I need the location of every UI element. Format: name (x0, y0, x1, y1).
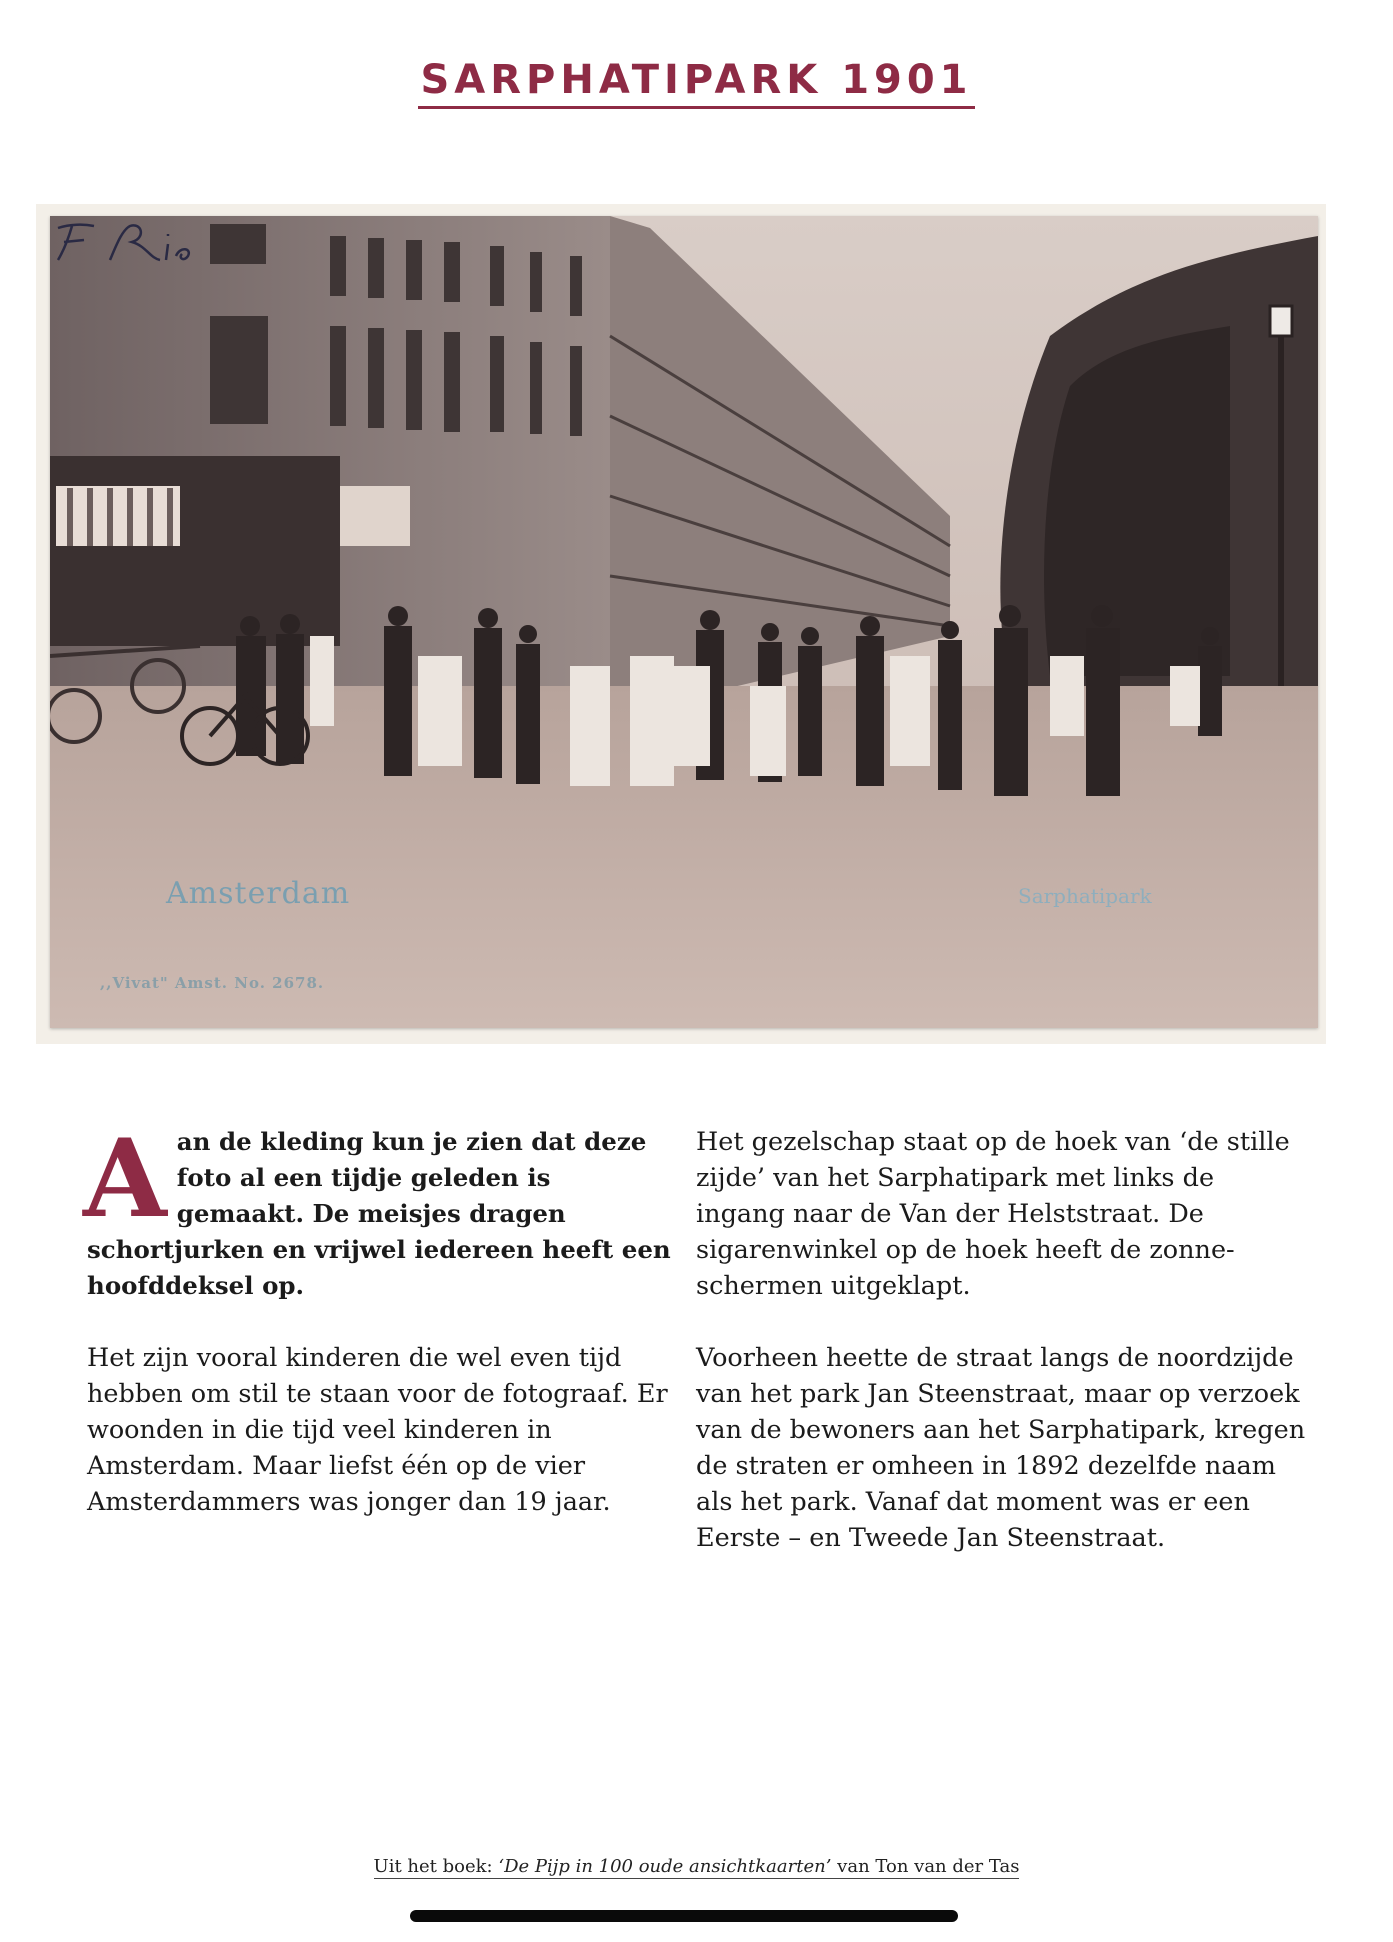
paragraph: Het zijn vooral kinderen die wel even tijd hebben om stil te staan voor de fotograaf. Er woonden in die tijd veel kinderen in Amsterdam. Maar liefst één op de vier Amsterdammers was jonger dan 19 jaar. (87, 1343, 668, 1517)
intro-text: an de kleding kun je zien dat deze foto al een tijdje geleden is gemaakt. De meisjes dragen schortjurken en vrijwel iedereen heeft een hoofddeksel op. (87, 1127, 671, 1300)
credit-author: van Ton van der Tas (831, 1856, 1020, 1877)
postcard-photo (50, 216, 1318, 1028)
drop-cap: A (83, 1116, 167, 1242)
paragraph: Voorheen heette de straat langs de noordzijde van het park Jan Steenstraat, maar op verzoek van de bewoners aan het Sarphatipark, kregen de straten er omheen in 1892 dezelfde naam als het park. Vanaf dat moment was er een Eerste – en Tweede Jan Steenstraat. (696, 1343, 1306, 1553)
handwritten-signature (50, 216, 200, 266)
page-title: SARPHATIPARK 1901 (418, 58, 974, 109)
credit-prefix: Uit het boek: (373, 1856, 499, 1877)
postcard-city-caption: Amsterdam (166, 876, 351, 911)
postcard-park-caption: Sarphatipark (1018, 884, 1152, 908)
page-title-wrap (0, 58, 1393, 109)
intro-paragraph (83, 1116, 677, 1304)
article-left-column (83, 1116, 677, 1556)
article-right-column (696, 1124, 1306, 1592)
photo-frame (36, 204, 1326, 1044)
book-title: ‘De Pijp in 100 oude ansichtkaarten’ (498, 1856, 832, 1877)
postcard-publisher-caption: ,,Vivat" Amst. No. 2678. (100, 974, 325, 992)
paragraph: Het gezelschap staat op de hoek van ‘de stille zijde’ van het Sarphatipark met links de ingang naar de Van der Helststraat. De sigarenwinkel op de hoek heeft de zonne-schermen uitgeklapt. (696, 1127, 1290, 1301)
home-indicator[interactable] (410, 1910, 958, 1922)
book-credit (0, 1856, 1393, 1877)
book-credit-line (374, 1856, 1020, 1879)
